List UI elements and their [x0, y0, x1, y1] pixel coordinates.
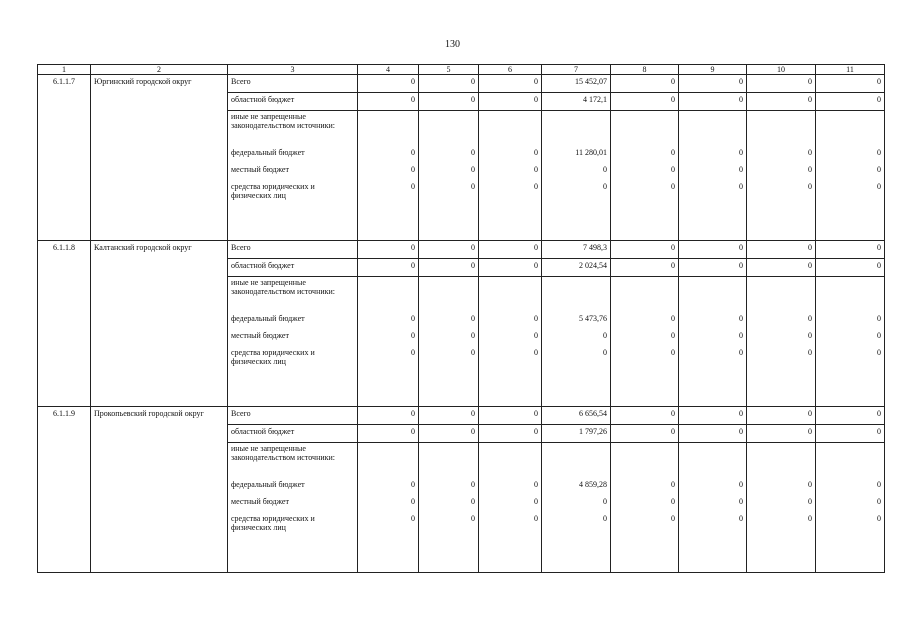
table-body: [38, 65, 885, 573]
spacer: [819, 444, 881, 480]
funding-source-label: федеральный бюджет: [231, 314, 305, 323]
value-cell: 0: [534, 480, 538, 489]
value-cell: 0: [877, 331, 881, 340]
funding-source-label: федеральный бюджет: [231, 148, 305, 157]
value-column-cell: [358, 443, 419, 573]
spacer: [422, 278, 475, 314]
value-cell: 0: [611, 93, 679, 111]
value-cell: 0: [411, 514, 415, 523]
value-cell: 0: [534, 165, 538, 174]
value-cell: 0: [479, 425, 542, 443]
value-cell: 0: [747, 407, 816, 425]
value-column-cell: [611, 443, 679, 573]
value-cell: 0: [419, 93, 479, 111]
value-cell: 0: [739, 148, 743, 157]
spacer: [545, 112, 607, 148]
spacer: [750, 112, 812, 148]
value-cell: 0: [358, 259, 419, 277]
value-cell: 0: [411, 331, 415, 340]
value-column-cell: [747, 111, 816, 241]
value-cell: 0: [671, 165, 675, 174]
column-number-9: 9: [679, 65, 747, 75]
funding-source-label: областной бюджет: [228, 259, 358, 277]
value-cell: 0: [419, 75, 479, 93]
value-cell: 0: [808, 348, 812, 357]
value-column-cell: [679, 277, 747, 407]
value-cell: 0: [808, 331, 812, 340]
value-cell: 0: [877, 497, 881, 506]
value-cell: 0: [534, 314, 538, 323]
value-cell: 0: [816, 259, 885, 277]
value-cell: 0: [739, 314, 743, 323]
value-cell: 0: [808, 165, 812, 174]
item-code: 6.1.1.9: [38, 407, 91, 573]
value-cell: 0: [534, 331, 538, 340]
spacer: [819, 278, 881, 314]
column-number-6: 6: [479, 65, 542, 75]
value-cell: 0: [358, 93, 419, 111]
value-cell: 0: [671, 514, 675, 523]
value-column-cell: [419, 111, 479, 241]
other-sources-heading: иные не запрещенные законодательством источники:: [231, 278, 336, 296]
value-cell: 0: [534, 514, 538, 523]
municipality-name: Прокопьевский городской округ: [91, 407, 228, 573]
value-column-cell: [747, 443, 816, 573]
value-cell: 1 797,26: [542, 425, 611, 443]
value-cell: 0: [671, 348, 675, 357]
value-cell: 0: [747, 93, 816, 111]
spacer: [361, 112, 415, 148]
value-cell: 0: [419, 259, 479, 277]
column-number-1: 1: [38, 65, 91, 75]
other-sources-cell: [228, 277, 358, 407]
spacer: [422, 112, 475, 148]
value-column-cell: [479, 443, 542, 573]
value-cell: 0: [816, 241, 885, 259]
value-cell: 0: [747, 75, 816, 93]
other-sources-heading: иные не запрещенные законодательством источники:: [231, 444, 336, 462]
value-cell: 0: [479, 259, 542, 277]
value-cell: 0: [671, 314, 675, 323]
value-column-cell: [358, 111, 419, 241]
column-number-10: 10: [747, 65, 816, 75]
item-code: 6.1.1.7: [38, 75, 91, 241]
value-cell: 0: [877, 514, 881, 523]
value-cell: 0: [471, 314, 475, 323]
value-cell: 0: [534, 348, 538, 357]
value-cell: 0: [603, 348, 607, 357]
value-cell: 0: [419, 407, 479, 425]
value-cell: 0: [739, 348, 743, 357]
spacer: [819, 112, 881, 148]
value-cell: 0: [471, 497, 475, 506]
value-column-cell: [747, 277, 816, 407]
value-cell: 0: [358, 407, 419, 425]
value-cell: 15 452,07: [542, 75, 611, 93]
value-cell: 0: [471, 514, 475, 523]
value-cell: 0: [419, 241, 479, 259]
value-cell: 0: [603, 165, 607, 174]
column-number-3: 3: [228, 65, 358, 75]
value-cell: 0: [679, 93, 747, 111]
value-cell: 0: [679, 259, 747, 277]
value-column-cell: [611, 277, 679, 407]
funding-source-label: областной бюджет: [228, 425, 358, 443]
value-cell: 0: [808, 497, 812, 506]
value-cell: 6 656,54: [542, 407, 611, 425]
spacer: [614, 112, 675, 148]
value-cell: 0: [739, 514, 743, 523]
value-cell: 0: [471, 182, 475, 191]
spacer: [682, 278, 743, 314]
value-cell: 0: [534, 182, 538, 191]
value-cell: 0: [739, 182, 743, 191]
funding-source-label: областной бюджет: [228, 93, 358, 111]
value-cell: 0: [671, 497, 675, 506]
value-cell: 11 280,01: [575, 148, 607, 157]
value-cell: 4 172,1: [542, 93, 611, 111]
value-cell: 0: [603, 514, 607, 523]
value-cell: 0: [679, 75, 747, 93]
funding-source-label: средства юридических и физических лиц: [231, 348, 315, 366]
value-cell: 0: [816, 425, 885, 443]
value-cell: 0: [739, 480, 743, 489]
spacer: [614, 278, 675, 314]
municipality-name: Юргинский городской округ: [91, 75, 228, 241]
spacer: [545, 278, 607, 314]
value-cell: 0: [611, 425, 679, 443]
column-number-4: 4: [358, 65, 419, 75]
value-cell: 0: [603, 331, 607, 340]
spacer: [482, 444, 538, 480]
value-cell: 0: [877, 480, 881, 489]
value-cell: 0: [411, 348, 415, 357]
funding-source-label: местный бюджет: [231, 497, 289, 506]
value-cell: 0: [534, 148, 538, 157]
spacer: [750, 278, 812, 314]
value-cell: 0: [747, 259, 816, 277]
value-cell: 0: [877, 348, 881, 357]
value-cell: 0: [679, 241, 747, 259]
value-cell: 0: [471, 480, 475, 489]
value-cell: 0: [411, 148, 415, 157]
value-column-cell: [542, 443, 611, 573]
value-cell: 0: [411, 165, 415, 174]
item-code: 6.1.1.8: [38, 241, 91, 407]
value-cell: 0: [679, 407, 747, 425]
value-cell: 0: [808, 148, 812, 157]
municipality-name: Калтанский городской округ: [91, 241, 228, 407]
spacer: [482, 278, 538, 314]
value-cell: 0: [808, 314, 812, 323]
value-cell: 0: [747, 425, 816, 443]
value-cell: 0: [808, 480, 812, 489]
value-cell: 0: [671, 148, 675, 157]
funding-source-label: Всего: [228, 241, 358, 259]
value-cell: 0: [358, 425, 419, 443]
value-cell: 0: [671, 182, 675, 191]
value-cell: 0: [419, 425, 479, 443]
funding-source-label: Всего: [228, 407, 358, 425]
value-cell: 0: [471, 331, 475, 340]
budget-table: [37, 64, 885, 573]
value-cell: 7 498,3: [542, 241, 611, 259]
value-cell: 0: [679, 425, 747, 443]
value-cell: 0: [479, 407, 542, 425]
value-cell: 0: [479, 241, 542, 259]
spacer: [750, 444, 812, 480]
value-cell: 0: [471, 148, 475, 157]
value-column-cell: [479, 111, 542, 241]
other-sources-heading: иные не запрещенные законодательством источники:: [231, 112, 336, 130]
value-cell: 0: [479, 75, 542, 93]
value-cell: 0: [358, 75, 419, 93]
value-cell: 5 473,76: [579, 314, 607, 323]
value-cell: 0: [877, 182, 881, 191]
table-row: [38, 75, 885, 93]
header-row: [38, 65, 885, 75]
value-cell: 0: [411, 314, 415, 323]
value-cell: 0: [808, 514, 812, 523]
value-column-cell: [419, 277, 479, 407]
value-cell: 0: [358, 241, 419, 259]
value-cell: 0: [471, 348, 475, 357]
spacer: [682, 444, 743, 480]
funding-source-label: местный бюджет: [231, 331, 289, 340]
value-cell: 0: [479, 93, 542, 111]
value-column-cell: [816, 277, 885, 407]
value-cell: 0: [747, 241, 816, 259]
page-number: 130: [445, 39, 460, 50]
funding-source-label: Всего: [228, 75, 358, 93]
value-cell: 0: [603, 497, 607, 506]
value-cell: 0: [411, 182, 415, 191]
value-column-cell: [542, 277, 611, 407]
value-column-cell: [479, 277, 542, 407]
value-column-cell: [611, 111, 679, 241]
value-cell: 0: [534, 497, 538, 506]
value-column-cell: [816, 443, 885, 573]
value-cell: 2 024,54: [542, 259, 611, 277]
other-sources-cell: [228, 443, 358, 573]
funding-source-label: средства юридических и физических лиц: [231, 514, 315, 532]
table-row: [38, 241, 885, 259]
value-column-cell: [679, 443, 747, 573]
value-cell: 0: [411, 497, 415, 506]
spacer: [482, 112, 538, 148]
value-cell: 0: [671, 331, 675, 340]
spacer: [545, 444, 607, 480]
value-cell: 0: [739, 331, 743, 340]
value-cell: 0: [611, 75, 679, 93]
column-number-2: 2: [91, 65, 228, 75]
value-cell: 0: [471, 165, 475, 174]
funding-source-label: средства юридических и физических лиц: [231, 182, 315, 200]
value-cell: 0: [411, 480, 415, 489]
value-column-cell: [816, 111, 885, 241]
value-cell: 0: [671, 480, 675, 489]
value-cell: 0: [611, 241, 679, 259]
value-cell: 0: [877, 314, 881, 323]
value-cell: 0: [611, 407, 679, 425]
funding-source-label: местный бюджет: [231, 165, 289, 174]
column-number-7: 7: [542, 65, 611, 75]
value-cell: 0: [877, 148, 881, 157]
value-cell: 0: [739, 497, 743, 506]
value-cell: 0: [739, 165, 743, 174]
column-number-5: 5: [419, 65, 479, 75]
value-cell: 0: [611, 259, 679, 277]
value-cell: 0: [877, 165, 881, 174]
value-cell: 0: [816, 407, 885, 425]
spacer: [614, 444, 675, 480]
value-column-cell: [358, 277, 419, 407]
value-column-cell: [419, 443, 479, 573]
column-number-11: 11: [816, 65, 885, 75]
other-sources-cell: [228, 111, 358, 241]
funding-source-label: федеральный бюджет: [231, 480, 305, 489]
value-cell: 0: [603, 182, 607, 191]
value-column-cell: [542, 111, 611, 241]
table-row: [38, 407, 885, 425]
spacer: [361, 278, 415, 314]
value-cell: 0: [816, 93, 885, 111]
value-column-cell: [679, 111, 747, 241]
value-cell: 4 859,28: [579, 480, 607, 489]
value-cell: 0: [816, 75, 885, 93]
spacer: [361, 444, 415, 480]
spacer: [422, 444, 475, 480]
column-number-8: 8: [611, 65, 679, 75]
value-cell: 0: [808, 182, 812, 191]
spacer: [682, 112, 743, 148]
